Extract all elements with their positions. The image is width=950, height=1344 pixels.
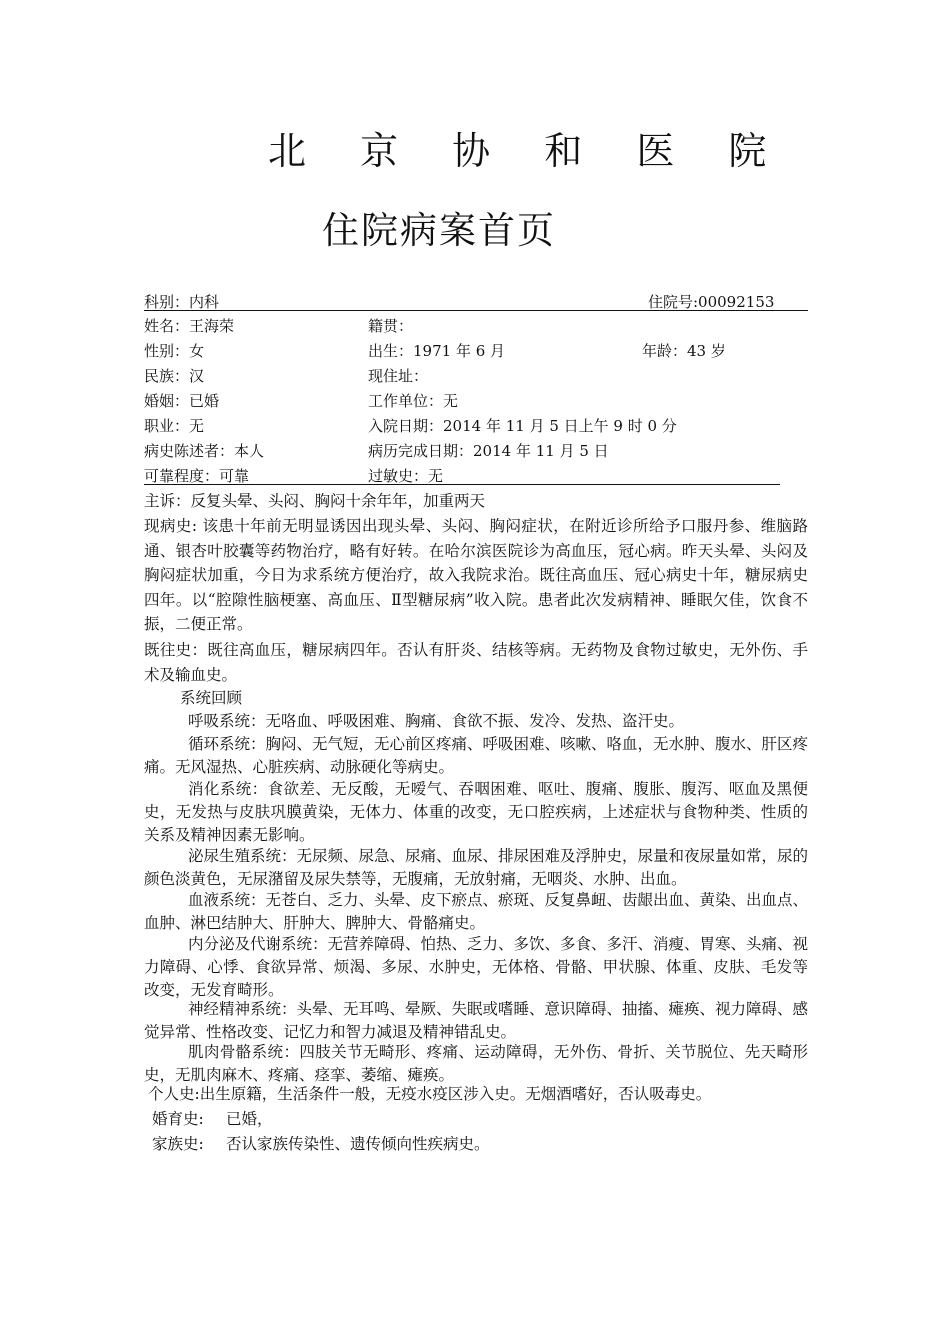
chief-complaint: 主诉：反复头晕、头闷、胸闷十余年年，加重两天 xyxy=(144,492,486,510)
occupation-field: 职业：无 xyxy=(144,417,205,435)
musculoskeletal-text: 肌肉骨骼系统：四肢关节无畸形、疼痛、运动障碍，无外伤、骨折、关节脱位、先天畸形史，无肌肉麻木、疼痛、痉挛、萎缩、瘫痪。 xyxy=(144,1043,808,1084)
ethnicity-field: 民族：汉 xyxy=(144,367,205,385)
admission-number-field: 住院号:00092153 xyxy=(648,293,775,311)
respiratory-system: 呼吸系统：无咯血、呼吸困难、胸痛、食欲不振、发冷、发热、盗汗史。 xyxy=(188,712,685,730)
urogenital-text: 泌尿生殖系统：无尿频、尿急、尿痛、血尿、排尿困难及浮肿史，尿量和夜尿量如常，尿的颜色淡黄色，无尿潴留及尿失禁等，无腹痛，无放射痛，无咽炎、水肿、出血。 xyxy=(144,847,809,888)
family-history-label: 家族史: xyxy=(152,1135,204,1153)
admission-date-field: 入院日期：2014 年 11 月 5 日上午 9 时 0 分 xyxy=(368,417,677,435)
header-underline xyxy=(144,310,808,311)
system-review-heading: 系统回顾 xyxy=(180,689,243,707)
sex-field: 性别：女 xyxy=(144,342,205,360)
digestive-system xyxy=(144,778,808,846)
musculoskeletal-system xyxy=(144,1041,808,1087)
allergy-history-field: 过敏史：无 xyxy=(368,467,444,485)
patient-name-field: 姓名：王海荣 xyxy=(144,317,235,335)
employer-field: 工作单位：无 xyxy=(368,392,459,410)
present-illness-history: 现病史: 该患十年前无明显诱因出现头晕、头闷、胸闷症状，在附近诊所给予口服丹参、维脑路通、银杏叶胶囊等药物治疗，略有好转。在哈尔滨医院诊为高血压，冠心病。昨天头晕、头闷及胸闷症状加重，今日为求系统方便治疗，故入我院求治。既往高血压、冠心病史十年，糖尿病史四年。以“腔隙性脑梗塞、高血压、Ⅱ型糖尿病”收入院。患者此次发病精神、睡眠欠佳，饮食不振，二便正常。 xyxy=(144,517,808,634)
birth-field: 出生：1971 年 6 月 xyxy=(368,342,506,360)
info-underline xyxy=(144,484,780,485)
personal-history: 个人史:出生原籍，生活条件一般，无疫水疫区涉入史。无烟酒嗜好，否认吸毒史。 xyxy=(148,1085,712,1103)
address-field: 现住址： xyxy=(368,367,429,385)
reliability-field: 可靠程度：可靠 xyxy=(144,467,250,485)
endocrine-metabolic-system xyxy=(144,933,808,1001)
record-completion-date-field: 病历完成日期：2014 年 11 月 5 日 xyxy=(368,442,609,460)
past-history: 既往史：既往高血压，糖尿病四年。否认有肝炎、结核等病。无药物及食物过敏史，无外伤、手术及输血史。 xyxy=(144,641,808,684)
endocrine-text: 内分泌及代谢系统：无营养障碍、怕热、乏力、多饮、多食、多汗、消瘦、胃寒、头痛、视力障碍、心悸、食欲异常、烦渴、多尿、水肿史，无体格、骨骼、甲状腺、体重、皮肤、毛发等改变，无发育畸形。 xyxy=(144,935,809,999)
age-field: 年龄：43 岁 xyxy=(642,342,726,360)
marriage-history-label: 婚育史: xyxy=(152,1110,204,1128)
neuropsychiatric-system xyxy=(144,998,808,1044)
native-place-field: 籍贯： xyxy=(368,317,414,335)
hospital-name: 北 京 协 和 医 院 xyxy=(268,129,788,173)
circulatory-system xyxy=(144,733,808,779)
neuro-text: 神经精神系统：头晕、无耳鸣、晕厥、失眠或嗜睡、意识障碍、抽搐、瘫痪、视力障碍、感觉异常、性格改变、记忆力和智力减退及精神错乱史。 xyxy=(144,1000,809,1041)
circulatory-text: 循环系统：胸闷、无气短，无心前区疼痛、呼吸困难、咳嗽、咯血，无水肿、腹水、肝区疼痛。无风湿热、心脏疾病、动脉硬化等病史。 xyxy=(144,735,809,776)
hematologic-system xyxy=(144,889,808,935)
history-narrator-field: 病史陈述者：本人 xyxy=(144,442,265,460)
hematologic-text: 血液系统：无苍白、乏力、头晕、皮下瘀点、瘀斑、反复鼻衄、齿龈出血、黄染、出血点、血肿、淋巴结肿大、肝肿大、脾肿大、骨骼痛史。 xyxy=(144,891,809,932)
document-title: 住院病案首页 xyxy=(322,209,556,252)
marriage-history-value: 已婚， xyxy=(226,1110,273,1128)
digestive-text: 消化系统：食欲差、无反酸，无嗳气、吞咽困难、呕吐、腹痛、腹胀、腹泻、呕血及黑便史，无发热与皮肤巩膜黄染，无体力、体重的改变，无口腔疾病，上述症状与食物种类、性质的关系及精神因素无影响。 xyxy=(144,780,808,844)
urogenital-system xyxy=(144,845,808,891)
family-history-value: 否认家族传染性、遗传倾向性疾病史。 xyxy=(226,1135,490,1153)
marital-status-field: 婚姻：已婚 xyxy=(144,392,220,410)
department-field: 科别：内科 xyxy=(144,293,220,311)
